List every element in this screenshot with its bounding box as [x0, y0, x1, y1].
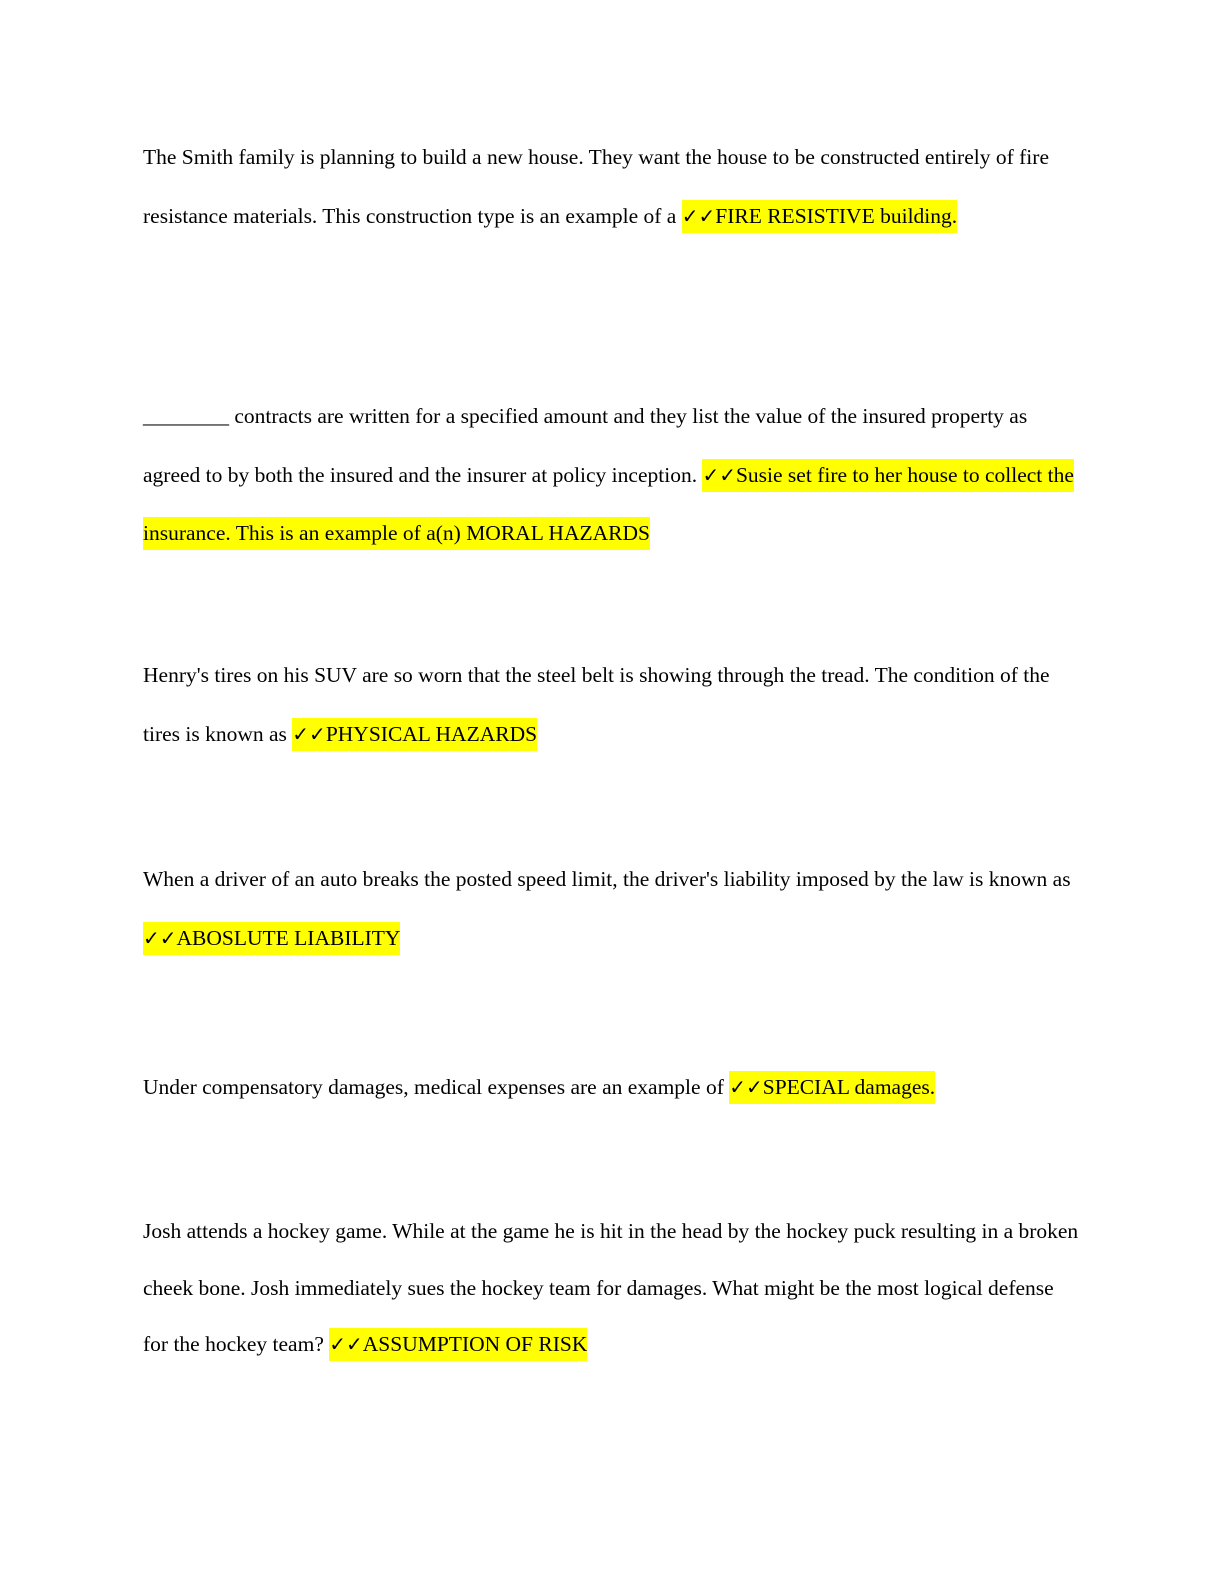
answer-1-highlight	[682, 200, 957, 233]
double-check-icon: ✓✓	[681, 203, 716, 228]
question-6-text: Josh attends a hockey game. While at the game he is hit in the head by the hockey puck resulting in a broken cheek bone. Josh immediately sues the hockey team for damages. What might be the most logical defense for the hockey team?	[143, 1219, 1079, 1356]
double-check-icon: ✓✓	[329, 1332, 363, 1356]
double-check-icon: ✓✓	[292, 721, 326, 746]
question-2-text: ________ contracts are written for a specified amount and they list the value of the insured property as agreed to by both the insured and the insurer at policy inception.	[143, 404, 1028, 487]
answer-3-text: PHYSICAL HAZARDS	[325, 721, 538, 746]
answer-5-text: SPECIAL damages.	[762, 1075, 936, 1099]
question-3	[143, 646, 1083, 763]
question-1	[143, 128, 1083, 245]
double-check-icon: ✓✓	[143, 925, 177, 950]
answer-6-text: ASSUMPTION OF RISK	[362, 1332, 588, 1356]
question-4-text: When a driver of an auto breaks the posted speed limit, the driver's liability imposed by the law is known as	[143, 867, 1071, 891]
answer-1-text: FIRE RESISTIVE building.	[715, 203, 958, 228]
question-5	[143, 1058, 1083, 1117]
double-check-icon: ✓✓	[702, 462, 736, 487]
answer-6-highlight	[329, 1328, 587, 1361]
question-3-text: Henry's tires on his SUV are so worn that the steel belt is showing through the tread. The condition of the tires is known as	[143, 663, 1050, 746]
answer-4-highlight	[143, 922, 400, 955]
question-1-text: The Smith family is planning to build a new house. They want the house to be constructed entirely of fire resistance materials. This construction type is an example of a	[143, 145, 1049, 228]
answer-5-highlight	[729, 1071, 935, 1104]
question-6	[143, 1203, 1083, 1373]
question-4	[143, 850, 1083, 967]
question-2	[143, 387, 1083, 563]
answer-3-highlight	[292, 718, 537, 751]
answer-4-text: ABOSLUTE LIABILITY	[176, 925, 401, 950]
double-check-icon: ✓✓	[729, 1075, 763, 1099]
answer-2-text: Susie set fire to her house to collect the insurance. This is an example of a(n) MORAL HAZARDS	[143, 462, 1074, 545]
question-5-text: Under compensatory damages, medical expenses are an example of	[143, 1075, 730, 1099]
